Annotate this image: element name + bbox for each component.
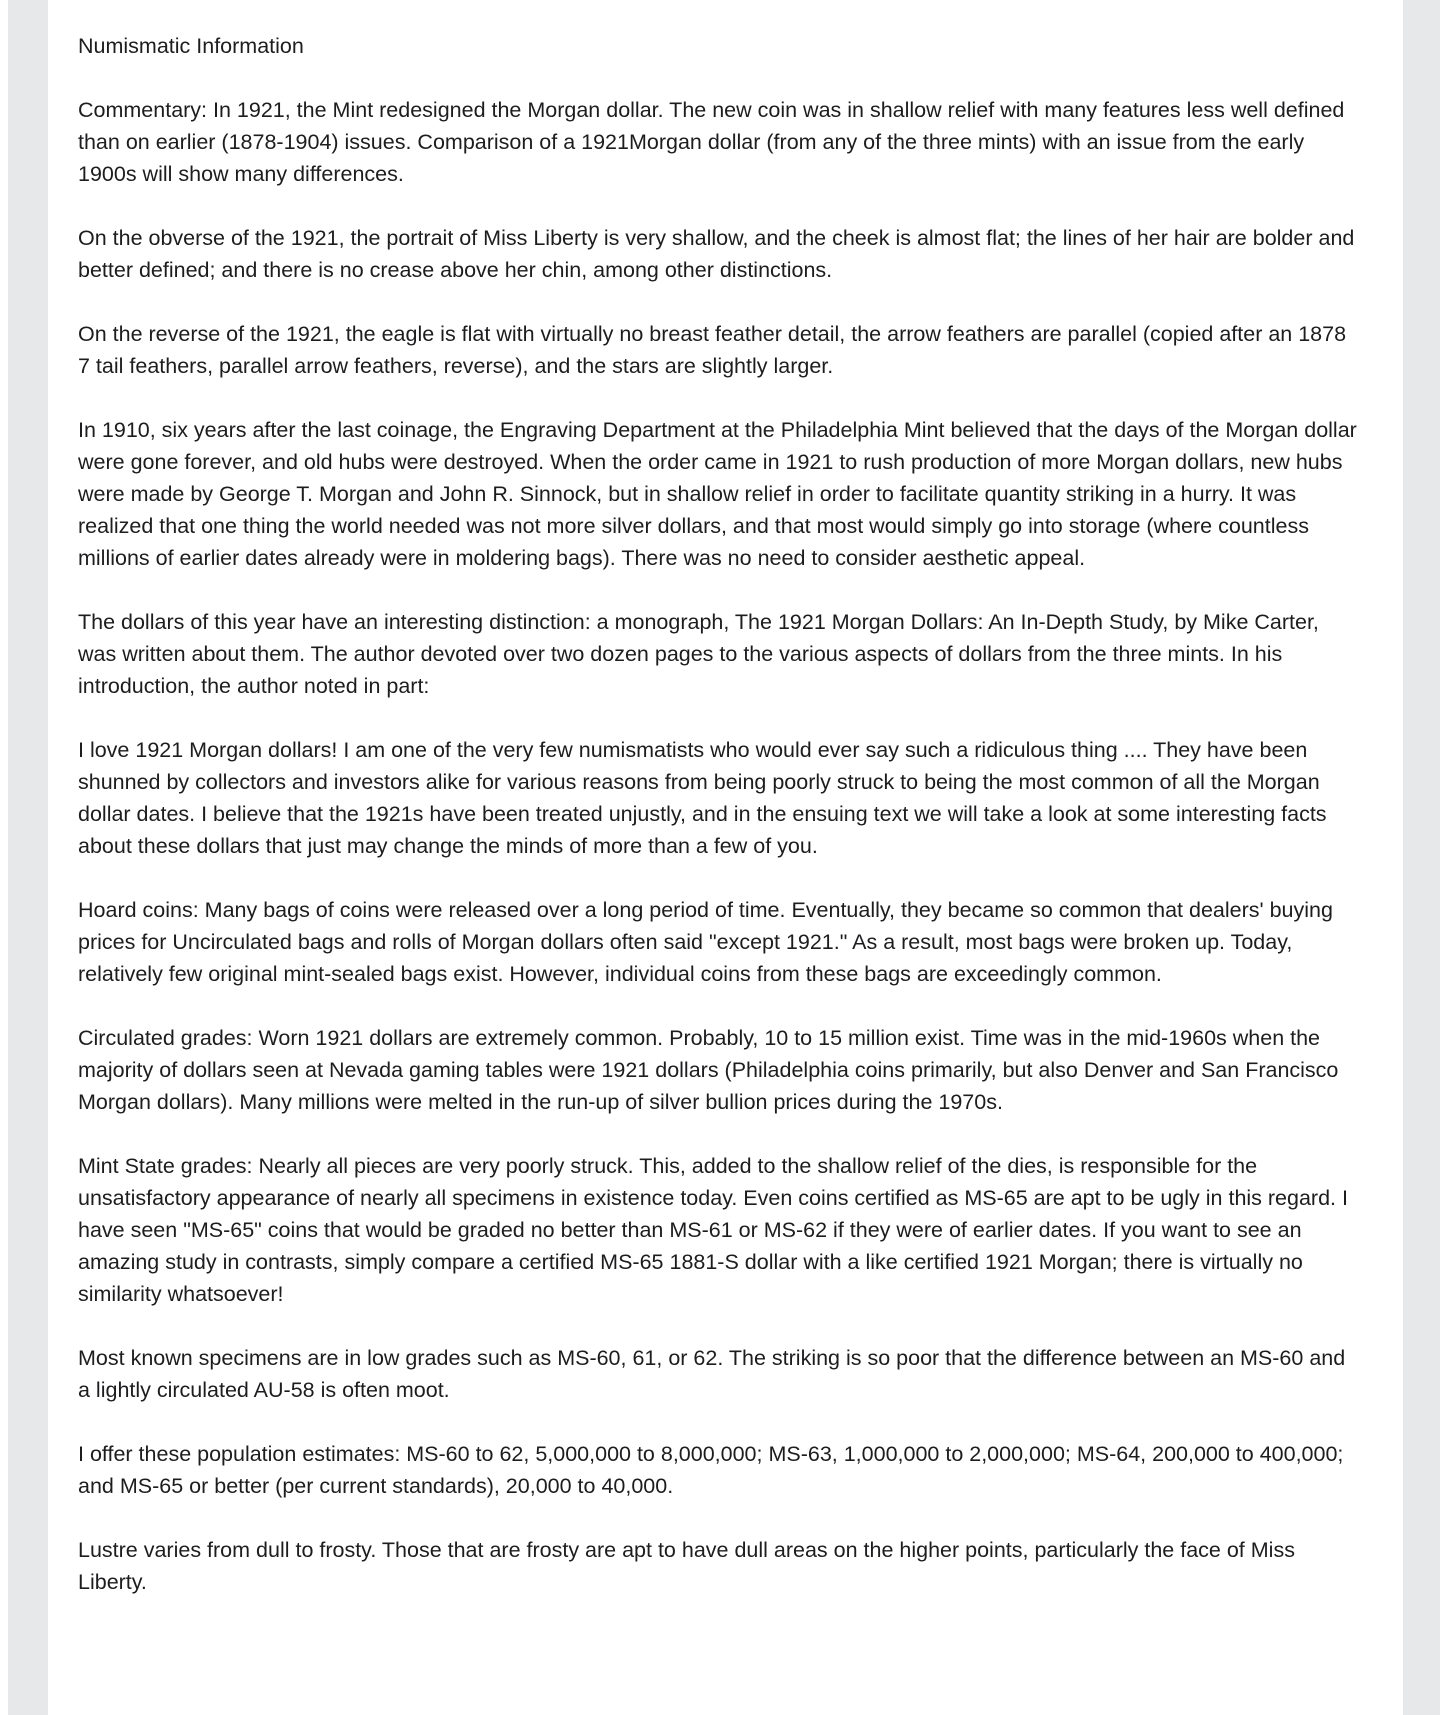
paragraph-mint-state-grades: Mint State grades: Nearly all pieces are very poorly struck. This, added to the shallow relief of the dies, is responsible for the unsatisfactory appearance of nearly all specimens in existence today. Even coins certified as MS-65 are apt to be ugly in this regard. I have seen "MS-65" coins that would be graded no better than MS-61 or MS-62 if they were of earlier dates. If you want to see an amazing study in contrasts, simply compare a certified MS-65 1881-S dollar with a like certified 1921 Morgan; there is virtually no similarity whatsoever! <box>78 1154 1348 1306</box>
paragraph-commentary: Commentary: In 1921, the Mint redesigned the Morgan dollar. The new coin was in shallow relief with many features less well defined than on earlier (1878-1904) issues. Comparison of a 1921Morgan dollar (from any of the three mints) with an issue from the early 1900s will show many differences. <box>78 98 1345 186</box>
paragraph-reverse: On the reverse of the 1921, the eagle is flat with virtually no breast feather detail, the arrow feathers are parallel (copied after an 1878 7 tail feathers, parallel arrow feathers, reverse), and the stars are slightly larger. <box>78 322 1347 378</box>
paragraph-lustre: Lustre varies from dull to frosty. Those that are frosty are apt to have dull areas on the higher points, particularly the face of Miss Liberty. <box>78 1538 1295 1594</box>
document-title: Numismatic Information <box>78 34 304 58</box>
paragraph-history-1910: In 1910, six years after the last coinage, the Engraving Department at the Philadelphia Mint believed that the days of the Morgan dollar were gone forever, and old hubs were destroyed. When the order came in 1921 to rush production of more Morgan dollars, new hubs were made by George T. Morgan and John R. Sinnock, but in shallow relief in order to facilitate quantity striking in a hurry. It was realized that one thing the world needed was not more silver dollars, and that most would simply go into storage (where countless millions of earlier dates already were in moldering bags). There was no need to consider aesthetic appeal. <box>78 418 1357 570</box>
document-body <box>78 0 1358 1630</box>
paragraph-known-specimens: Most known specimens are in low grades such as MS-60, 61, or 62. The striking is so poor that the difference between an MS-60 and a lightly circulated AU-58 is often moot. <box>78 1346 1346 1402</box>
paragraph-hoard-coins: Hoard coins: Many bags of coins were released over a long period of time. Eventually, they became so common that dealers' buying prices for Uncirculated bags and rolls of Morgan dollars often said "except 1921." As a result, most bags were broken up. Today, relatively few original mint-sealed bags exist. However, individual coins from these bags are exceedingly common. <box>78 898 1333 986</box>
paragraph-author-quote: I love 1921 Morgan dollars! I am one of the very few numismatists who would ever say such a ridiculous thing .... They have been shunned by collectors and investors alike for various reasons from being poorly struck to being the most common of all the Morgan dollar dates. I believe that the 1921s have been treated unjustly, and in the ensuing text we will take a look at some interesting facts about these dollars that just may change the minds of more than a few of you. <box>78 738 1327 858</box>
left-margin-bar <box>8 0 48 1715</box>
paragraph-obverse: On the obverse of the 1921, the portrait of Miss Liberty is very shallow, and the cheek is almost flat; the lines of her hair are bolder and better defined; and there is no crease above her chin, among other distinctions. <box>78 226 1355 282</box>
paragraph-population-estimates: I offer these population estimates: MS-60 to 62, 5,000,000 to 8,000,000; MS-63, 1,000,000 to 2,000,000; MS-64, 200,000 to 400,000; and MS-65 or better (per current standards), 20,000 to 40,000. <box>78 1442 1344 1498</box>
paragraph-circulated-grades: Circulated grades: Worn 1921 dollars are extremely common. Probably, 10 to 15 million exist. Time was in the mid-1960s when the majority of dollars seen at Nevada gaming tables were 1921 dollars (Philadelphia coins primarily, but also Denver and San Francisco Morgan dollars). Many millions were melted in the run-up of silver bullion prices during the 1970s. <box>78 1026 1339 1114</box>
right-margin-bar <box>1403 0 1440 1715</box>
paragraph-monograph: The dollars of this year have an interesting distinction: a monograph, The 1921 Morgan Dollars: An In-Depth Study, by Mike Carter, was written about them. The author devoted over two dozen pages to the various aspects of dollars from the three mints. In his introduction, the author noted in part: <box>78 610 1319 698</box>
